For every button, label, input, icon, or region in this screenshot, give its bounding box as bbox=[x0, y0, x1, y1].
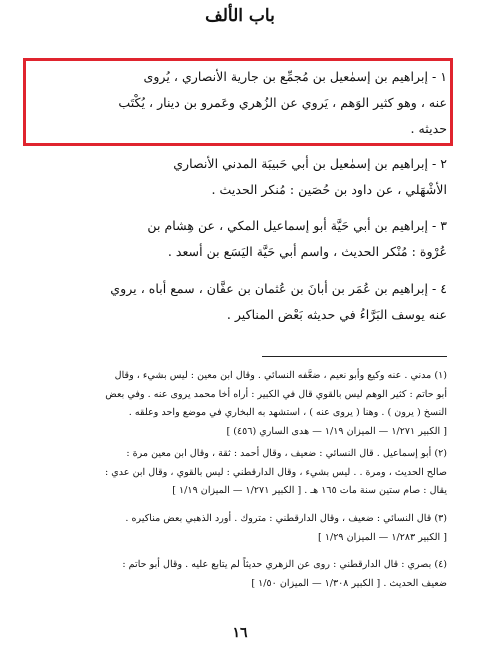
entry-1-line-2: عنه ، وهو كثير الوَهم ، يَروي عن الزُهري وعَمرو بن دينار ، يُكْتَب bbox=[118, 95, 447, 110]
chapter-title: باب الألف bbox=[205, 6, 275, 26]
footnote-3 bbox=[28, 510, 447, 547]
footnote-2-line-3: يقال : صام ستين سنة مات ١٦٥ هـ . [ الكبير ١/٢٧١ — الميزان ١/١٩ ] bbox=[172, 485, 447, 496]
entry-1 bbox=[28, 64, 447, 142]
footnote-4-line-2: ضعيف الحديث . [ الكبير ١/٣٠٨ — الميزان ١/٥٠ ] bbox=[251, 577, 447, 589]
entry-2-line-1: ٢ - إبراهيم بن إسمٰعيل بن أبي حَبيبَة المدني الأنصاري bbox=[173, 156, 447, 171]
entry-4-line-1: ٤ - إبراهيم بن عُمَر بن أبانَ بن عُثمان بن عفَّان ، سمع أباه ، يروي bbox=[110, 281, 447, 296]
footnote-2 bbox=[28, 445, 447, 501]
footnote-1-line-3: النسخ ( يرون ) . وهنا ( يروى عنه ) ، استشهد به البخاري في موضع واحد وعلقه . bbox=[128, 407, 447, 418]
entry-4 bbox=[28, 276, 447, 328]
footnote-4-line-1: (٤) بصري : قال الدارقطني : روى عن الزهري حديثاً لم يتابع عليه . وقال أبو حاتم : bbox=[122, 559, 447, 570]
footnote-1-line-4: [ الكبير ١/٢٧١ — الميزان ١/١٩ — هدى الساري (٤٥٦) ] bbox=[226, 425, 447, 437]
entry-4-line-2: عنه يوسف البَرَّاءُ في حديثه بَعْض المناكير . bbox=[226, 307, 447, 322]
page-number: ١٦ bbox=[232, 625, 248, 641]
entry-1-line-3: حديثه . bbox=[410, 121, 447, 136]
entry-1-line-1: ١ - إبراهيم بن إسمٰعيل بن مُجمِّع بن جارية الأنصاري ، يُروى bbox=[143, 69, 447, 84]
footnote-1-line-1: (١) مدني . عنه وكيع وأبو نعيم ، ضعَّفه النسائي . وقال ابن معين : ليس بشيء ، وقال bbox=[114, 370, 447, 381]
entry-3 bbox=[28, 213, 447, 265]
footnote-3-line-2: [ الكبير ١/٢٨٣ — الميزان ١/٢٩ ] bbox=[318, 531, 447, 543]
entry-3-line-1: ٣ - إبراهيم بن أبي حَيَّة أبو إسماعيل المكي ، عن هِشام بن bbox=[147, 218, 447, 233]
entry-3-line-2: عُرْوة : مُنْكر الحديث ، واسم أبي حَيَّة اليَسَع بن أسعد . bbox=[167, 244, 447, 259]
footnote-4 bbox=[28, 556, 447, 593]
footnote-1-line-2: أبو حاتم : كثير الوهم ليس بالقوي قال في الكبير : أراه أخا محمد يروى عنه . وفي بعض bbox=[105, 388, 447, 400]
footnote-separator bbox=[262, 356, 447, 357]
entry-2 bbox=[28, 151, 447, 203]
footnote-1 bbox=[28, 367, 447, 441]
footnote-2-line-2: صالح الحديث ، ومرة . . ليس بشيء ، وقال الدارقطني : ليس بالقوي ، وقال ابن عدي : bbox=[104, 466, 447, 478]
footnote-2-line-1: (٢) أبو إسماعيل . قال النسائي : ضعيف ، وقال أحمد : ثقة ، وقال ابن معين مرة : bbox=[126, 448, 447, 459]
footnote-3-line-1: (٣) قال النسائي : ضعيف ، وقال الدارقطني : متروك . أورد الذهبي بعض مناكيره . bbox=[125, 513, 447, 524]
entry-2-line-2: الأشْهَلي ، عن داود بن حُصَين : مُنكر الحديث . bbox=[211, 182, 447, 197]
